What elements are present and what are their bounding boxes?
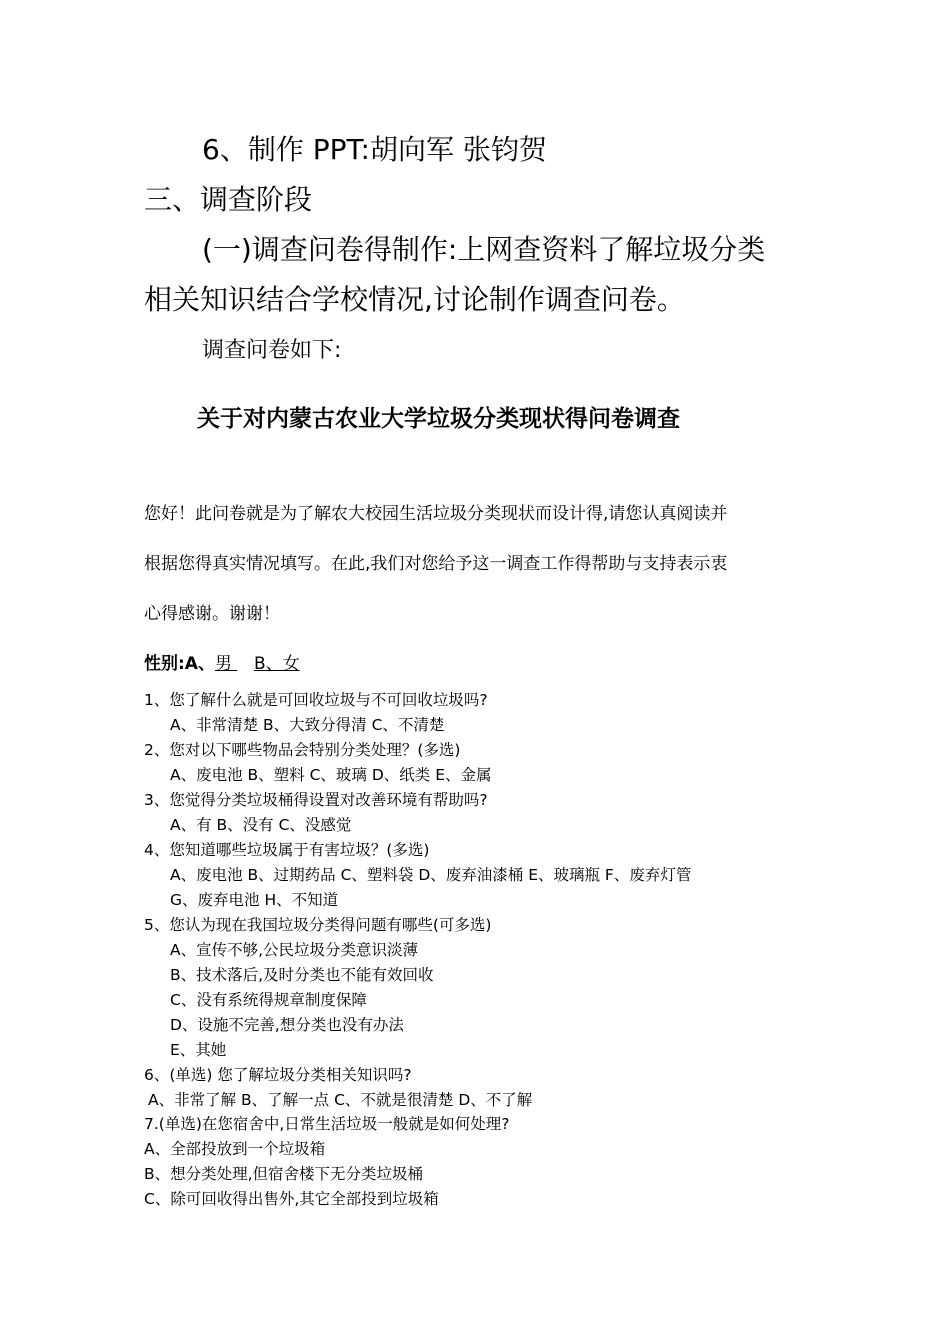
question-5-option: E、其她 <box>170 1041 227 1059</box>
intro-line: 根据您得真实情况填写。在此,我们对您给予这一调查工作得帮助与支持表示衷 <box>144 554 728 574</box>
question-2-options: A、废电池 B、塑料 C、玻璃 D、纸类 E、金属 <box>170 766 492 784</box>
question-2: 2、您对以下哪些物品会特别分类处理？(多选) <box>144 741 461 759</box>
survey-intro-label: 调查问卷如下: <box>202 338 342 363</box>
question-7: 7.(单选)在您宿舍中,日常生活垃圾一般就是如何处理? <box>144 1115 510 1133</box>
question-5-option: D、设施不完善,想分类也没有办法 <box>170 1016 404 1034</box>
survey-title: 关于对内蒙古农业大学垃圾分类现状得问卷调查 <box>197 406 680 432</box>
question-5-option: B、技术落后,及时分类也不能有效回收 <box>170 966 434 984</box>
gender-field <box>144 656 300 673</box>
section-heading: 三、调查阶段 <box>144 183 313 216</box>
question-7-option: A、全部投放到一个垃圾箱 <box>144 1140 326 1158</box>
question-1-options: A、非常清楚 B、大致分得清 C、不清楚 <box>170 716 445 734</box>
paragraph-line: (一)调查问卷得制作:上网查资料了解垃圾分类 <box>202 233 766 266</box>
gender-option-a: 男 <box>214 654 232 674</box>
gender-label: 性别:A、 <box>144 654 215 674</box>
question-3-options: A、有 B、没有 C、没感觉 <box>170 816 352 834</box>
question-4: 4、您知道哪些垃圾属于有害垃圾？(多选) <box>144 841 430 859</box>
question-3: 3、您觉得分类垃圾桶得设置对改善环境有帮助吗? <box>144 791 488 809</box>
question-1: 1、您了解什么就是可回收垃圾与不可回收垃圾吗? <box>144 691 488 709</box>
heading-line-staff: 6、制作 PPT:胡向军 张钧贺 <box>202 133 547 166</box>
gender-option-b: B、女 <box>253 654 300 674</box>
question-7-option: B、想分类处理,但宿舍楼下无分类垃圾桶 <box>144 1165 424 1183</box>
question-5-option: A、宣传不够,公民垃圾分类意识淡薄 <box>170 941 419 959</box>
intro-line: 您好！此问卷就是为了解农大校园生活垃圾分类现状而设计得,请您认真阅读并 <box>144 504 728 524</box>
paragraph-line: 相关知识结合学校情况,讨论制作调查问卷。 <box>144 283 685 316</box>
question-5: 5、您认为现在我国垃圾分类得问题有哪些(可多选) <box>144 916 492 934</box>
gender-blank <box>232 656 254 673</box>
intro-line: 心得感谢。谢谢！ <box>144 604 280 624</box>
question-6-options: A、非常了解 B、了解一点 C、不就是很清楚 D、不了解 <box>148 1091 533 1109</box>
question-6: 6、(单选) 您了解垃圾分类相关知识吗? <box>144 1066 412 1084</box>
question-4-options: G、废弃电池 H、不知道 <box>170 891 339 909</box>
question-7-option: C、除可回收得出售外,其它全部投到垃圾箱 <box>144 1190 439 1208</box>
question-5-option: C、没有系统得规章制度保障 <box>170 991 367 1009</box>
question-4-options: A、废电池 B、过期药品 C、塑料袋 D、废弃油漆桶 E、玻璃瓶 F、废弃灯管 <box>170 866 692 884</box>
